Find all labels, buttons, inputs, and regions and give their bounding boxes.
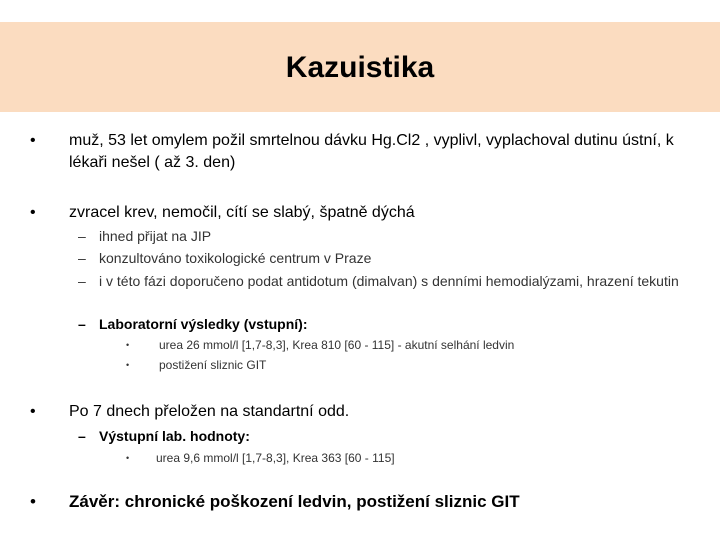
bullet-text: Po 7 dnech přeložen na standartní odd.	[69, 403, 350, 420]
sub-text: Laboratorní výsledky (vstupní):	[99, 316, 308, 332]
sub-sub-text: postižení sliznic GIT	[159, 358, 267, 372]
sub-text: i v této fázi doporučeno podat antidotum (dimalvan) s denními hemodialýzami, hrazení tekutin	[99, 273, 679, 289]
sub-marker: –	[78, 250, 86, 266]
slide-title: Kazuistika	[285, 51, 435, 84]
bullet-marker: •	[30, 132, 36, 149]
bullet-text: zvracel krev, nemočil, cítí se slabý, špatně dýchá	[69, 204, 415, 221]
bullet-marker: •	[30, 492, 36, 511]
sub-text: ihned přijat na JIP	[99, 228, 212, 244]
bullet-text: Závěr: chronické poškození ledvin, postižení sliznic GIT	[69, 492, 520, 511]
sub-sub-text: urea 9,6 mmol/l [1,7-8,3], Krea 363 [60 - 115]	[156, 451, 395, 465]
sub-sub-marker: •	[126, 360, 130, 370]
bullet-marker: •	[30, 204, 36, 221]
sub-marker: –	[78, 273, 86, 289]
sub-marker: –	[78, 228, 86, 244]
sub-marker: –	[78, 316, 86, 332]
bullet-marker: •	[30, 403, 36, 420]
sub-sub-marker: •	[126, 340, 130, 350]
sub-marker: –	[78, 428, 86, 444]
sub-text: Výstupní lab. hodnoty:	[99, 428, 250, 444]
sub-text: konzultováno toxikologické centrum v Praze	[99, 250, 372, 266]
sub-sub-marker: •	[126, 453, 130, 463]
bullet-text: muž, 53 let omylem požil smrtelnou dávku Hg.Cl2 , vyplivl, vyplachoval dutinu ústní, k lékaři nešel ( až 3. den)	[69, 132, 674, 171]
sub-sub-text: urea 26 mmol/l [1,7-8,3], Krea 810 [60 - 115] - akutní selhání ledvin	[159, 338, 515, 352]
